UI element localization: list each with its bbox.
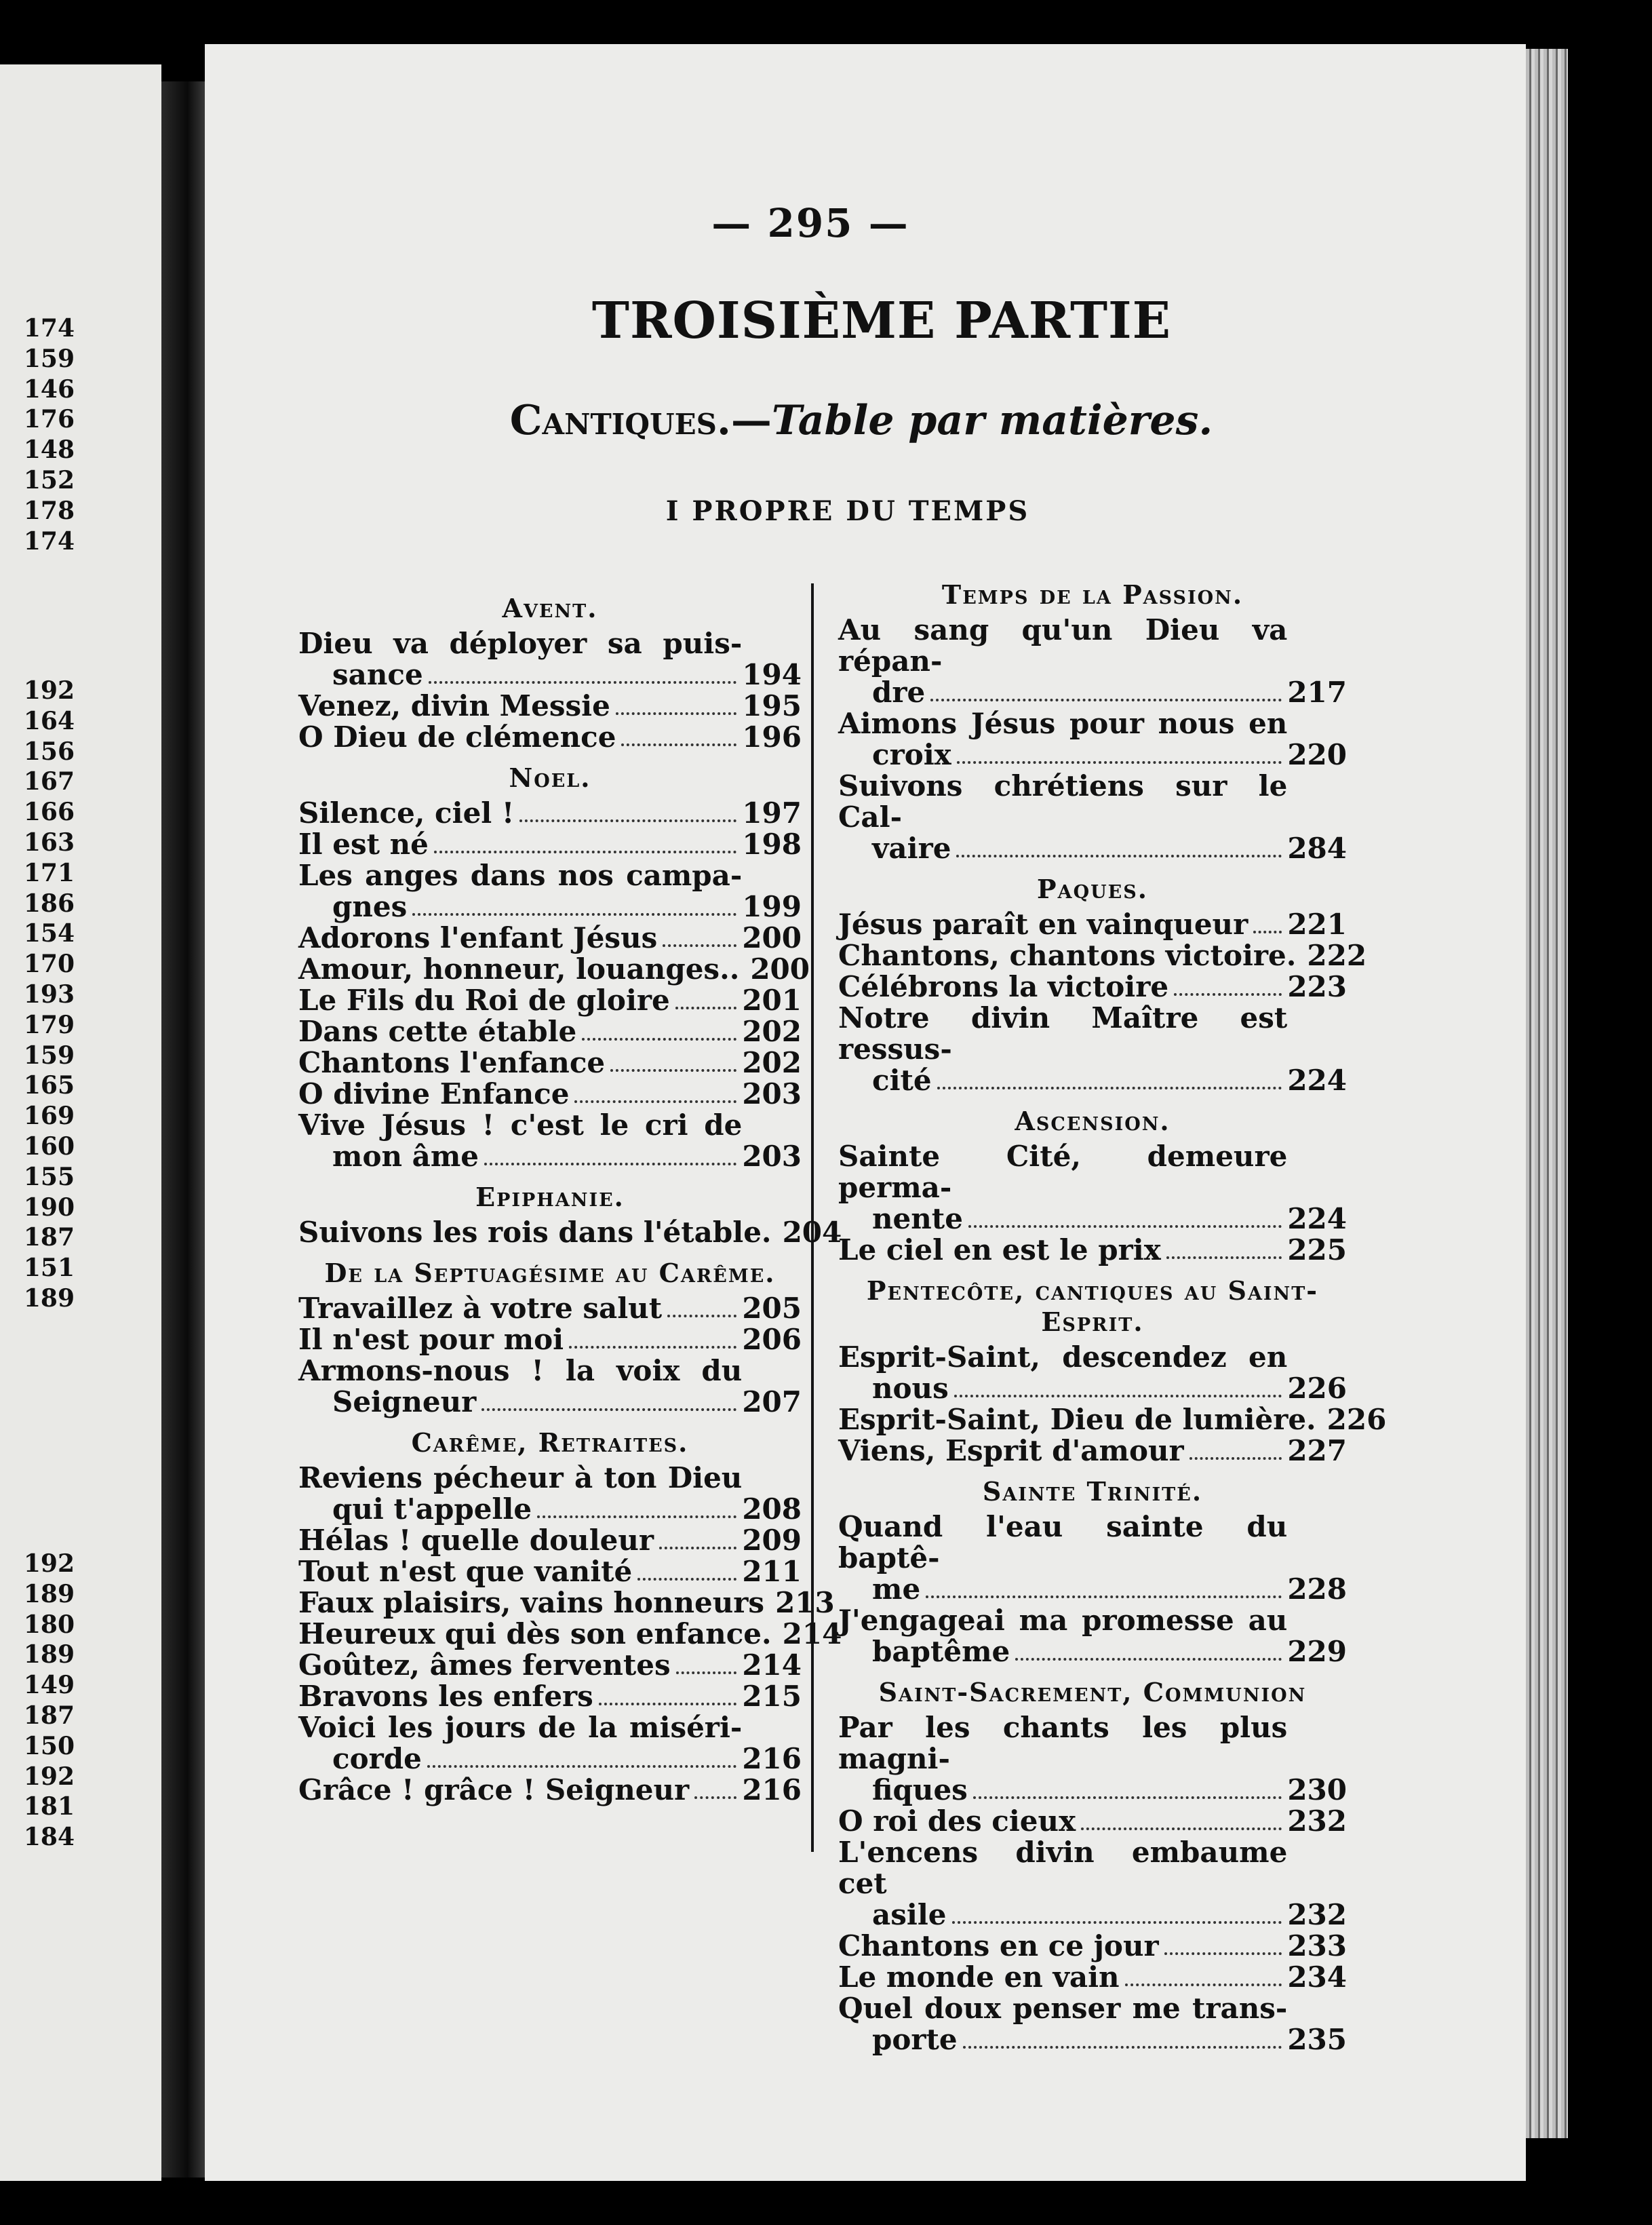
left-page-number: 165 [23,1071,75,1100]
section-heading: Temps de la Passion. [941,579,1244,610]
entry-page-number: 233 [1287,1929,1347,1962]
entry-title: Hélas ! quelle douleur [298,1524,654,1557]
entry-title: Venez, divin Messie [298,689,610,722]
dot-leader [1253,931,1282,933]
section-heading: Sainte Trinité. [982,1476,1203,1507]
toc-entry [298,1712,802,1775]
dot-leader [675,1007,737,1009]
dot-leader [637,1578,736,1581]
dot-leader [1174,993,1282,996]
dot-leader [429,681,737,684]
entry-title-line1: Notre divin Maître est ressus- [838,1001,1288,1066]
page-edges [1526,49,1568,2138]
book-gutter [161,81,205,2178]
entry-title-line2: dre [872,676,926,709]
section-title: I PROPRE DU TEMPS [665,495,1030,527]
left-page-number: 174 [23,314,75,343]
entry-page-number: 194 [742,658,802,691]
entry-page-number: 216 [742,1773,802,1806]
entry-page-number: 220 [1287,738,1347,771]
left-page-number: 184 [23,1823,75,1852]
entry-title-line2-row [298,659,742,691]
section-heading: Ascension. [1015,1106,1171,1136]
dot-leader [537,1515,736,1518]
entry-title: Heureux qui dès son enfance. [298,1617,772,1650]
toc-entry [298,1110,802,1172]
entry-page-number: 206 [742,1323,802,1356]
left-page-number: 164 [23,706,75,735]
dot-leader [1164,1952,1282,1955]
toc-entry [298,1556,802,1587]
entry-text [298,1463,742,1525]
entry-page-number: 214 [742,1648,802,1682]
entry-text [838,1837,1287,1931]
dot-leader [956,855,1282,857]
entry-page-number: 204 [782,1216,842,1249]
left-page-number: 170 [23,950,75,979]
toc-entry [298,1016,802,1047]
left-page-number: 154 [23,919,75,948]
left-page-number: 181 [23,1792,75,1821]
toc-entry [298,1586,835,1619]
left-page-number: 159 [23,1041,75,1070]
section-heading: Pentecôte, cantiques au Saint-Esprit. [866,1275,1319,1337]
entry-title: Célébrons la victoire [838,970,1169,1003]
entry-page-number: 228 [1287,1572,1347,1606]
entry-title: Le Fils du Roi de gloire [298,984,670,1017]
subtitle-prefix: Cantiques.— [509,397,772,444]
dot-leader [926,1595,1282,1598]
toc-entry [298,1355,802,1418]
subtitle-italic: Table par matières. [771,397,1213,444]
entry-text [298,1355,742,1418]
toc-entry [838,1605,1347,1667]
left-page-number: 169 [23,1102,75,1131]
entry-title: Bravons les enfers [298,1680,593,1713]
entry-page-number: 203 [742,1140,802,1173]
entry-title-line1: Dieu va déployer sa puis- [298,627,743,660]
entry-title: Le ciel en est le prix [838,1233,1161,1266]
dot-leader [1081,1827,1282,1830]
entry-title-line2-row [838,1636,1287,1667]
entry-page-number: 216 [742,1742,802,1775]
toc-entry [298,1047,802,1079]
entry-page-number: 215 [742,1680,802,1713]
entry-page-number: 211 [742,1555,802,1588]
toc-entry [298,1293,802,1324]
dot-leader [659,1547,736,1549]
dot-leader [968,1225,1282,1228]
entry-page-number: 221 [1287,908,1347,941]
entry-title-line2: corde [332,1742,422,1775]
entry-page-number: 232 [1287,1898,1347,1931]
entry-title-line2-row [298,1387,742,1418]
toc-entry [838,1837,1347,1931]
entry-title: Grâce ! grâce ! Seigneur [298,1773,690,1806]
entry-title-line2-row [838,1065,1287,1096]
entry-page-number: 232 [1287,1804,1347,1838]
entry-page-number: 235 [1287,2023,1347,2056]
toc-entry [298,1324,802,1355]
toc-entry [838,1962,1347,1993]
left-page-number: 148 [23,436,75,465]
entry-title: Silence, ciel ! [298,796,515,830]
entry-page-number: 201 [742,984,802,1017]
left-page-numbers-top [0,313,75,556]
entry-page-number: 229 [1287,1635,1347,1668]
entry-title: Dans cette étable [298,1015,577,1048]
entry-page-number: 198 [742,828,802,861]
entry-text [838,1712,1287,1806]
subtitle [434,397,1289,444]
toc-entry [298,985,802,1016]
entry-title: Suivons les rois dans l'étable. [298,1216,772,1249]
entry-page-number: 207 [742,1385,802,1418]
toc-entry [838,615,1347,708]
entry-title-line2-row [298,891,742,923]
entry-title-line2-row [838,1203,1287,1235]
entry-title: O divine Enfance [298,1077,570,1110]
dot-leader [610,1069,736,1072]
left-page-number: 179 [23,1010,75,1039]
entry-text [838,708,1287,771]
entry-title: Esprit-Saint, Dieu de lumière. [838,1403,1316,1436]
toc-entry [298,691,802,722]
entry-title-line1: Armons-nous ! la voix du [298,1354,743,1387]
left-page-number: 192 [23,1549,75,1578]
left-page-number: 189 [23,1579,75,1608]
dot-leader [519,819,736,822]
entry-text [838,1003,1287,1096]
toc-entry [298,829,802,860]
entry-title-line1: Suivons chrétiens sur le Cal- [838,769,1288,834]
toc-entry [838,1235,1347,1266]
entry-title-line1: Les anges dans nos campa- [298,859,743,892]
entry-title-line2: cité [872,1064,932,1097]
toc-entry [838,1435,1347,1467]
toc-entry [838,1993,1347,2055]
entry-text [838,615,1287,708]
toc-entry [298,722,802,753]
dot-leader [427,1765,737,1768]
entry-title-line2-row [838,1899,1287,1931]
part-title: TROISIÈME PARTIE [591,292,1172,350]
toc-entry [298,1463,802,1525]
entry-title: Adorons l'enfant Jésus [298,921,658,954]
entry-title: Goûtez, âmes ferventes [298,1648,671,1682]
left-page-number: 166 [23,798,75,827]
entry-title-line2: croix [872,738,951,771]
entry-text [298,860,742,923]
toc-entry [838,1003,1347,1096]
left-page-number: 155 [23,1162,75,1191]
entry-page-number: 209 [742,1524,802,1557]
entry-title: Chantons l'enfance [298,1046,606,1079]
entry-text [298,628,742,691]
left-page-number: 152 [23,465,75,495]
entry-title: Jésus paraît en vainqueur [838,908,1248,941]
table-column-left [298,583,842,1806]
toc-entry [298,1617,842,1650]
entry-page-number: 226 [1287,1372,1347,1405]
dot-leader [434,851,736,853]
entry-page-number: 196 [742,720,802,754]
entry-title: Chantons en ce jour [838,1929,1159,1962]
left-page-number: 190 [23,1193,75,1222]
section-heading: De la Septuagésime au Carême. [324,1258,776,1288]
entry-title: Amour, honneur, louanges.. [298,952,740,986]
toc-entry [838,939,1367,972]
section-heading: Carême, Retraites. [411,1427,689,1458]
entry-page-number: 195 [742,689,802,722]
entry-page-number: 213 [775,1586,835,1619]
entry-title-line1: Au sang qu'un Dieu va répan- [838,613,1288,678]
toc-entry [298,1079,802,1110]
left-page-number: 163 [23,828,75,857]
entry-page-number: 197 [742,796,802,830]
dot-leader [973,1796,1282,1799]
left-page-number: 176 [23,405,75,434]
dot-leader [663,944,736,947]
entry-title-line1: Aimons Jésus pour nous en [838,707,1288,740]
entry-page-number: 223 [1287,970,1347,1003]
left-page-number: 156 [23,737,75,766]
toc-entry [838,1931,1347,1962]
section-heading: Epiphanie. [475,1182,625,1212]
entry-title-line2: fiques [872,1773,968,1806]
dot-leader [937,1087,1282,1089]
entry-page-number: 284 [1287,832,1347,865]
entry-title: Chantons, chantons victoire. [838,939,1297,972]
dot-leader [599,1703,737,1705]
toc-entry [838,1342,1347,1404]
dot-leader [954,1395,1282,1397]
entry-title-line2-row [838,2024,1287,2055]
entry-title: O roi des cieux [838,1804,1076,1838]
left-page-number: 149 [23,1671,75,1700]
toc-entry [298,1681,802,1712]
entry-title-line1: L'encens divin embaume cet [838,1836,1288,1900]
table-column-right [838,570,1387,2056]
dot-leader [574,1100,736,1103]
left-page-numbers-middle [0,676,75,1314]
section-heading: Noel. [509,762,591,793]
dot-leader [621,743,736,746]
section-heading: Avent. [502,593,598,623]
dot-leader [481,1408,736,1411]
entry-text [298,1110,742,1172]
entry-title-line2: asile [872,1898,947,1931]
left-page-number: 189 [23,1283,75,1313]
left-page-number: 192 [23,676,75,705]
entry-page-number: 199 [742,890,802,923]
toc-entry [298,798,802,829]
entry-title-line2: gnes [332,890,408,923]
dot-leader [484,1163,736,1165]
left-page-number: 193 [23,980,75,1009]
toc-entry [838,1712,1347,1806]
entry-text [838,1141,1287,1235]
left-page-number: 178 [23,496,75,525]
dot-leader [676,1671,737,1674]
toc-entry [838,1403,1387,1436]
entry-title: Faux plaisirs, vains honneurs [298,1586,765,1619]
left-page-number: 151 [23,1254,75,1283]
entry-title-line1: Sainte Cité, demeure perma- [838,1140,1288,1204]
toc-entry [838,708,1347,771]
entry-title-line2-row [298,1141,742,1172]
entry-title: Il est né [298,828,429,861]
section-heading: Saint-Sacrement, Communion [878,1677,1307,1707]
entry-title-line1: J'engageai ma promesse au [838,1604,1288,1637]
left-page-number: 174 [23,526,75,556]
entry-title: Travaillez à votre salut [298,1292,663,1325]
entry-title: O Dieu de clémence [298,720,616,754]
toc-entry [838,1806,1347,1837]
entry-title-line2-row [838,739,1287,771]
entry-page-number: 224 [1287,1064,1347,1097]
section-heading: Paques. [1037,874,1148,904]
entry-title-line2-row [838,1775,1287,1806]
entry-page-number: 222 [1307,939,1367,972]
entry-text [838,771,1287,864]
entry-title: Le monde en vain [838,1960,1120,1994]
dot-leader [930,699,1282,701]
toc-entry [298,1525,802,1556]
entry-title-line1: Quand l'eau sainte du baptê- [838,1510,1288,1574]
entry-title-line2: sance [332,658,423,691]
entry-text [838,1511,1287,1605]
entry-title-line2-row [298,1494,742,1525]
left-page-number: 171 [23,858,75,887]
entry-page-number: 225 [1287,1233,1347,1266]
entry-page-number: 234 [1287,1960,1347,1994]
entry-title-line2: baptême [872,1635,1010,1668]
entry-title-line2: Seigneur [332,1385,477,1418]
toc-entry [298,952,810,986]
entry-page-number: 203 [742,1077,802,1110]
entry-title-line2-row [838,833,1287,864]
toc-entry [298,1775,802,1806]
entry-page-number: 202 [742,1015,802,1048]
left-page-number: 180 [23,1610,75,1639]
toc-entry [838,1141,1347,1235]
left-page-number: 186 [23,889,75,918]
dot-leader [667,1315,736,1317]
toc-entry [838,1511,1347,1605]
entry-title-line2-row [838,1373,1287,1404]
dot-leader [412,913,736,916]
entry-text [838,1342,1287,1404]
entry-title: Viens, Esprit d'amour [838,1434,1184,1467]
entry-title-line2: vaire [872,832,951,865]
dot-leader [569,1346,736,1349]
left-page-number: 192 [23,1762,75,1791]
dot-leader [1125,1984,1282,1986]
dot-leader [582,1038,736,1041]
toc-entry [298,628,802,691]
entry-text [838,1993,1287,2055]
entry-title-line1: Voici les jours de la miséri- [298,1711,743,1744]
entry-title-line2-row [838,1574,1287,1605]
left-page-numbers-bottom [0,1549,75,1853]
entry-title-line2: mon âme [332,1140,479,1173]
entry-page-number: 205 [742,1292,802,1325]
toc-entry [838,909,1347,940]
left-page-number: 187 [23,1701,75,1730]
entry-title-line2: me [872,1572,921,1606]
entry-title-line1: Quel doux penser me trans- [838,1992,1288,2025]
entry-title: Tout n'est que vanité [298,1555,633,1588]
entry-page-number: 230 [1287,1773,1347,1806]
entry-page-number: 214 [782,1617,842,1650]
left-page-number: 160 [23,1131,75,1161]
entry-page-number: 200 [742,921,802,954]
dot-leader [957,761,1282,764]
entry-title-line1: Par les chants les plus magni- [838,1711,1288,1775]
dot-leader [616,712,737,715]
dot-leader [694,1796,736,1799]
entry-page-number: 217 [1287,676,1347,709]
dot-leader [1166,1256,1282,1259]
left-page-number: 189 [23,1640,75,1669]
entry-text [298,1712,742,1775]
dot-leader [1189,1457,1282,1460]
entry-page-number: 226 [1326,1403,1387,1436]
entry-page-number: 208 [742,1492,802,1526]
left-page-number: 187 [23,1223,75,1252]
page-number: — 295 — [711,200,909,246]
toc-entry [298,923,802,954]
toc-entry [298,1650,802,1681]
entry-page-number: 202 [742,1046,802,1079]
entry-title-line2: porte [872,2023,958,2056]
toc-entry [838,771,1347,864]
entry-title-line2-row [838,677,1287,708]
dot-leader [952,1921,1282,1924]
toc-entry [838,971,1347,1003]
entry-page-number: 200 [750,952,810,986]
entry-title-line1: Reviens pécheur à ton Dieu [298,1461,743,1494]
entry-title: Il n'est pour moi [298,1323,564,1356]
left-page-number: 150 [23,1731,75,1760]
entry-title-line2: nous [872,1372,949,1405]
left-page-number: 146 [23,374,75,404]
entry-title-line1: Vive Jésus ! c'est le cri de [298,1108,743,1142]
toc-entry [298,1216,842,1249]
entry-title-line2: nente [872,1202,963,1235]
entry-title-line2-row [298,1743,742,1775]
toc-entry [298,860,802,923]
entry-page-number: 224 [1287,1202,1347,1235]
entry-title-line2: qui t'appelle [332,1492,532,1526]
entry-title-line1: Esprit-Saint, descendez en [838,1340,1288,1374]
left-page-number: 167 [23,767,75,796]
entry-page-number: 227 [1287,1434,1347,1467]
dot-leader [1015,1658,1282,1661]
dot-leader [963,2046,1282,2049]
left-page-number: 159 [23,344,75,373]
entry-text [838,1605,1287,1667]
